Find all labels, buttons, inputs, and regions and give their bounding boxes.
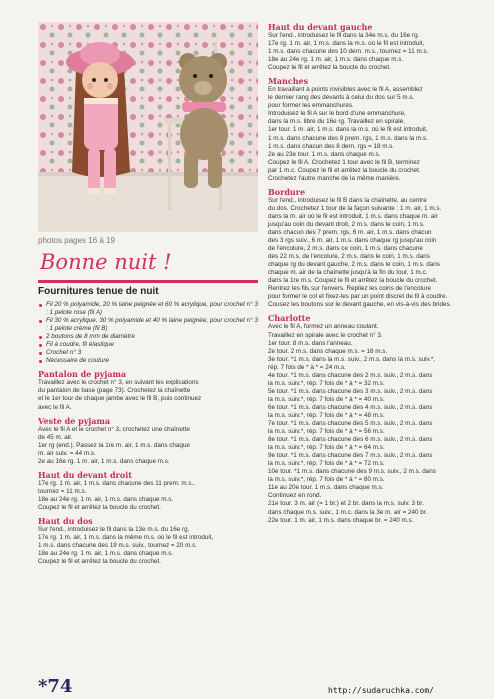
text-line: Avec le fil A, formez un anneau coulant. <box>268 323 379 331</box>
text-line: 1 m.s. dans chacune des 19 m.s. suiv., tournez = 20 m.s. <box>38 542 197 550</box>
bordure-section <box>268 187 488 310</box>
text-line: Coupez le fil et arrêtez la boucle du crochet. <box>268 64 391 72</box>
text-line: 1er tour. 8 m.s. dans l'anneau. <box>268 339 353 347</box>
dos-section <box>38 516 260 566</box>
text-line: tournez = 11 m.s. <box>38 487 87 495</box>
text-line: 22e tour. 1 m. air, 1 m.s. dans chaque br. = 240 m.s. <box>268 516 414 524</box>
supply-item: Fil à coudre, fil élastique <box>38 341 260 349</box>
text-line: m. air suiv. = 44 m.s. <box>38 449 96 457</box>
text-line: 1er rg (end.). Passez la 1re m. air, 1 m.s. dans chaque <box>38 441 190 449</box>
supplies-heading: Fournitures tenue de nuit <box>38 286 159 297</box>
left-column <box>38 286 260 570</box>
supplies-list <box>38 301 260 365</box>
text-line: 4e tour. *1 m.s. dans chacune des 2 m.s. suiv., 2 m.s. dans <box>268 371 433 379</box>
photo-caption: photos pages 16 à 19 <box>38 236 115 245</box>
text-line: Sur l'end., introduisez le fil dans la 13e m.s. du 16e rg. <box>38 525 190 533</box>
text-line: 1 m.s. dans chacun des 8 dern. rgs = 18 m.s. <box>268 142 395 150</box>
text-line: Rentrez les fils sur l'envers. Repliez les coins de l'encolure <box>268 285 432 293</box>
text-line: 11e au 20e tour. 1 m.s. dans chaque m.s. <box>268 484 384 492</box>
text-line: par 1 m.c. Coupez le fil et arrêtez la boucle du crochet. <box>268 166 421 174</box>
text-line: la m.s. suiv.*, rép. 7 fois de * à * = 72 m.s. <box>268 460 385 468</box>
pantalon-section <box>38 369 260 411</box>
text-line: du pantalon de base (page 73). Crochetez la chaînette <box>38 387 191 395</box>
manches-heading: Manches <box>268 76 309 87</box>
text-line: 2e au 16e rg. 1 m. air, 1 m.s. dans chaque m.s. <box>38 457 170 465</box>
charlotte-section <box>268 313 488 524</box>
text-line: des 3 rgs suiv., 6 m. air, 1 m.s. dans chaque rg jusqu'au coin <box>268 237 437 245</box>
veste-section <box>38 416 260 466</box>
text-line: la m.s. suiv.*, rép. 7 fois de * à * = 80 m.s. <box>268 476 385 484</box>
doll-and-bear-photo <box>38 22 258 232</box>
text-line: 18e au 24e rg. 1 m. air, 1 m.s. dans chaque m.s. <box>38 550 174 558</box>
text-line: dans chaque m.s. suiv., 1 m.c. dans la 3e m. air = 240 br. <box>268 508 428 516</box>
text-line: de 45 m. air. <box>38 433 73 441</box>
pantalon-heading: Pantalon de pyjama <box>38 369 127 380</box>
text-line: 21e tour. 3 m. air (= 1 br.) et 2 br. dans la m.s. suiv. 3 br. <box>268 500 424 508</box>
text-line: 6e tour. *1 m.s. dans chacune des 4 m.s. suiv., 2 m.s. dans <box>268 403 433 411</box>
text-line: Travaillez en spirale avec le crochet n° 3. <box>268 331 383 339</box>
page-number: *74 <box>38 676 73 697</box>
devant-droit-section <box>38 470 260 512</box>
text-line: Crochetez l'autre manche de la même manière. <box>268 174 401 182</box>
text-line: la m.s. suiv.*, rép. 7 fois de * à * = 64 m.s. <box>268 444 385 452</box>
supply-item: Fil 20 % polyamide, 20 % laine peignée et 60 % acrylique, pour crochet n° 3 : 1 pelote rose (fil A) <box>38 301 260 317</box>
veste-heading: Veste de pyjama <box>38 415 111 426</box>
text-line: Sur l'end., introduisez le fil B dans la chaînette, au centre <box>268 196 427 204</box>
title-underline <box>38 280 258 283</box>
text-line: pour former le col et fixez-les par un point discret de fil à coudre. <box>268 293 448 301</box>
text-line: 8e tour. *1 m.s. dans chacune des 6 m.s. suiv., 2 m.s. dans <box>268 436 433 444</box>
text-line: 17e rg. 1 m. air, 1 m.s. dans la m.s. où le fil est introduit, <box>268 40 425 48</box>
text-line: 5e tour. *1 m.s. dans chacune des 3 m.s. suiv., 2 m.s. dans <box>268 387 433 395</box>
supply-item: Crochet n° 3 <box>38 349 260 357</box>
text-line: Introduisez le fil A sur le bord d'une emmanchure, <box>268 110 406 118</box>
text-line: la m.s. suiv.*, rép. 7 fois de * à * = 32 m.s. <box>268 379 385 387</box>
text-line: dans la m. air où le fil est introduit, 1 m.s. dans chaque m. air <box>268 212 438 220</box>
charlotte-heading: Charlotte <box>268 313 311 324</box>
supply-item: Nécessaire de couture <box>38 357 260 365</box>
text-line: dans la m.s. libre du 16e rg. Travaillez en spirale. <box>268 118 405 126</box>
text-line: pour former les emmanchures. <box>268 102 354 110</box>
text-line: En travaillant à points invisibles avec le fil A, assemblez <box>268 86 423 94</box>
text-line: 1 m.s. dans chacune des 8 prem. rgs, 1 m.s. dans la m.s. <box>268 134 428 142</box>
text-line: le dernier rang des devants à celui du dos sur 5 m.s. <box>268 94 415 102</box>
manches-section <box>268 76 488 183</box>
text-line: Coupez le fil et arrêtez la boucle du crochet. <box>38 503 161 511</box>
text-line: la m.s. suiv.*, rép. 7 fois de * à * = 40 m.s. <box>268 395 385 403</box>
devant-gauche-section <box>268 22 488 72</box>
supply-item: Fil 30 % acrylique, 30 % polyamide et 40 % laine peignée, pour crochet n° 3 : 1 pelote crème (fil B) <box>38 317 260 333</box>
devant-gauche-heading: Haut du devant gauche <box>268 22 373 32</box>
text-line: et le 1er tour de chaque jambe avec le fil B, puis continuez <box>38 395 202 403</box>
text-line: 2e tour. 2 m.s. dans chaque m.s. = 16 m.s. <box>268 347 388 355</box>
text-line: avec le fil A. <box>38 403 72 411</box>
text-line: dans la 1re m.s. Coupez le fil et arrêtez la boucle du crochet. <box>268 277 438 285</box>
text-line: 10e tour. *1 m.s. dans chacune des 9 m.s. suiv., 2 m.s. dans <box>268 468 436 476</box>
text-line: 1 m.s. dans chacune des 10 dern. m.s., tournez = 11 m.s. <box>268 48 429 56</box>
text-line: la m.s. suiv.*, rép. 7 fois de * à * = 48 m.s. <box>268 411 385 419</box>
supply-item: 2 boutons de 8 mm de diamètre <box>38 333 260 341</box>
text-line: 18e au 24e rg. 1 m. air, 1 m.s. dans chaque m.s. <box>38 495 174 503</box>
text-line: Avec le fil A et le crochet n° 3, crochetez une chaînette <box>38 425 190 433</box>
text-line: Cousez les boutons sur le devant gauche, en vis-à-vis des brides. <box>268 301 452 309</box>
text-line: chaque rg du devant gauche, 2 m.s. dans le coin, 1 m.s. dans <box>268 261 440 269</box>
text-line: 9e tour. *1 m.s. dans chacune des 7 m.s. suiv., 2 m.s. dans <box>268 452 433 460</box>
text-line: 7e tour. *1 m.s. dans chacune des 5 m.s. suiv., 2 m.s. dans <box>268 420 433 428</box>
section-title <box>38 250 258 284</box>
bordure-heading: Bordure <box>268 186 306 197</box>
dos-heading: Haut du dos <box>38 515 93 526</box>
text-line: jusqu'au coin du devant droit, 2 m.s. dans le coin, 1 m.s. <box>268 220 425 228</box>
text-line: chaque m. air de la chaînette jusqu'à la fin du tour, 1 m.c. <box>268 269 428 277</box>
script-title: Bonne nuit ! <box>40 250 172 274</box>
text-line: 17e rg. 1 m. air, 1 m.s. dans la même m.s. où le fil est introduit, <box>38 534 214 542</box>
text-line: Travaillez avec le crochet n° 3, en suivant les explications <box>38 379 199 387</box>
text-line: dans chacun des 7 prem. rgs, 6 m. air, 1 m.s. dans chacun <box>268 228 432 236</box>
text-line: du dos. Crochetez 1 tour de la façon suivante : 1 m. air, 1 m.s. <box>268 204 442 212</box>
text-line: la m.s. suiv.*, rép. 7 fois de * à * = 56 m.s. <box>268 428 385 436</box>
text-line: Sur l'end., introduisez le fil dans la 34e m.s. du 16e rg. <box>268 32 420 39</box>
text-line: des 22 m.s. de l'encolure, 2 m.s. dans le coin, 1 m.s. dans <box>268 253 430 261</box>
text-line: 18e au 24e rg. 1 m. air, 1 m.s. dans chaque m.s. <box>268 56 404 64</box>
text-line: de l'encolure, 2 m.s. dans ce coin, 1 m.s. dans chacune <box>268 245 423 253</box>
text-line: Coupez le fil et arrêtez la boucle du crochet. <box>38 558 161 566</box>
text-line: Coupez le fil A. Crochetez 1 tour avec le fil B, terminez <box>268 158 420 166</box>
devant-droit-heading: Haut du devant droit <box>38 469 132 480</box>
watermark-url[interactable]: http://sudaruchka.com/ <box>328 686 434 695</box>
text-line: 1er tour. 1 m. air, 1 m.s. dans la m.s. où le fil est introduit, <box>268 126 428 134</box>
text-line: 3e tour. *1 m.s. dans la m.s. suiv., 2 m.s. dans la m.s. suiv.*, <box>268 355 436 363</box>
text-line: rép. 7 fois de * à * = 24 m.s. <box>268 363 346 371</box>
text-line: 2e au 23e tour. 1 m.s. dans chaque m.s. <box>268 150 381 158</box>
supplies-section <box>38 286 260 365</box>
text-line: 17e rg. 1 m. air, 1 m.s. dans chacune des 11 prem. m.s., <box>38 479 196 487</box>
right-column <box>268 22 488 529</box>
text-line: Continuez en rond. <box>268 492 322 500</box>
